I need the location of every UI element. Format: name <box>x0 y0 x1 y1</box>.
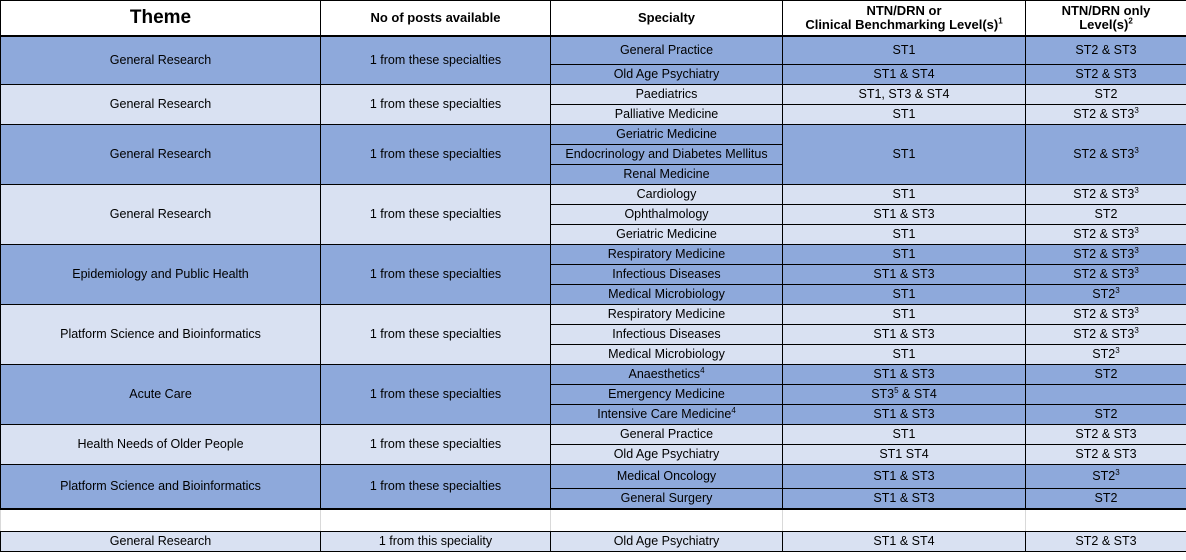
only-levels-cell <box>1026 464 1186 488</box>
only-levels-cell <box>1026 84 1186 104</box>
table-row <box>1 36 1186 64</box>
ntn-levels-cell <box>783 304 1026 324</box>
specialty-cell <box>551 404 783 424</box>
only-levels-cell <box>1026 444 1186 464</box>
specialty-cell <box>551 424 783 444</box>
theme-cell: Platform Science and Bioinformatics <box>1 304 321 364</box>
ntn-levels-cell-text: ST1 <box>892 187 916 201</box>
ntn-levels-cell: ST1 <box>783 124 1026 184</box>
table-row <box>1 84 1186 104</box>
specialty-cell-text: General Practice <box>619 43 714 58</box>
only-levels-cell-text: ST2 & ST3 <box>1073 327 1135 341</box>
only-levels-cell-text: ST2 <box>1092 287 1116 301</box>
header-only-line2: Level(s) <box>1079 17 1129 32</box>
ntn-levels-cell-text: ST1, ST3 & ST4 <box>858 87 950 101</box>
only-levels-cell-text: ST2 <box>1094 407 1118 421</box>
header-posts: No of posts available <box>321 1 551 37</box>
specialty-cell-text: Geriatric Medicine <box>616 227 717 241</box>
ntn-levels-cell <box>783 264 1026 284</box>
table-body <box>1 36 1186 551</box>
only-levels-cell-text: ST2 <box>1094 367 1118 381</box>
only-levels-text: ST2 & ST3 <box>1073 147 1135 161</box>
specialty-cell-text: Paediatrics <box>635 87 698 101</box>
ntn-levels-cell <box>783 384 1026 404</box>
header-ntn-line2: Clinical Benchmarking Level(s) <box>805 17 999 32</box>
ntn-levels-cell-text: ST1 & ST3 <box>873 267 935 281</box>
only-levels-cell <box>1026 364 1186 384</box>
header-ntn-footnote: 1 <box>998 16 1003 26</box>
only-levels-cell-text: ST2 & ST3 <box>1073 267 1135 281</box>
posts-cell: 1 from these specialties <box>321 424 551 464</box>
specialty-cell-text: Geriatric Medicine <box>616 127 717 141</box>
only-levels-cell <box>1026 324 1186 344</box>
header-specialty: Specialty <box>551 1 783 37</box>
ntn-levels-cell-text: ST1 <box>892 287 916 301</box>
ntn-levels-cell-footnote: 5 <box>894 385 899 395</box>
specialty-cell <box>551 124 783 144</box>
table-row <box>1 124 1186 144</box>
ntn-levels-cell-text: ST1 <box>892 227 916 241</box>
only-levels-cell-text: ST2 & ST3 <box>1073 107 1135 121</box>
theme-cell: Platform Science and Bioinformatics <box>1 464 321 509</box>
ntn-levels-cell-text: ST1 & ST3 <box>873 367 935 381</box>
ntn-levels-cell-text: ST1 <box>892 43 916 58</box>
ntn-levels-cell-text: ST1 <box>892 427 916 441</box>
specialty-cell <box>551 464 783 488</box>
ntn-levels-cell <box>783 424 1026 444</box>
only-levels-cell <box>1026 264 1186 284</box>
only-levels-cell-footnote: 3 <box>1134 105 1139 115</box>
specialty-cell-footnote: 4 <box>700 365 705 375</box>
only-levels-cell-text: ST2 & ST3 <box>1073 187 1135 201</box>
specialty-cell-text: General Practice <box>619 427 714 441</box>
only-levels-cell <box>1026 204 1186 224</box>
only-levels-cell <box>1026 404 1186 424</box>
ntn-levels-cell <box>783 464 1026 488</box>
only-levels-cell <box>1026 304 1186 324</box>
table-row <box>1 424 1186 444</box>
specialty-cell-text: Respiratory Medicine <box>607 307 726 321</box>
ntn-levels-cell <box>783 284 1026 304</box>
ntn-levels-cell-text: ST1 & ST3 <box>873 469 935 483</box>
specialty-cell <box>551 384 783 404</box>
only-levels-cell <box>1026 104 1186 124</box>
ntn-levels-cell-text: ST1 <box>892 107 916 121</box>
specialty-cell <box>551 264 783 284</box>
specialty-cell-text: Ophthalmology <box>624 207 709 221</box>
ntn-levels-cell <box>783 104 1026 124</box>
ntn-levels-cell <box>783 324 1026 344</box>
specialty-cell <box>551 344 783 364</box>
only-levels-cell <box>1026 36 1186 64</box>
only-levels-cell <box>1026 184 1186 204</box>
only-levels-cell-text: ST2 & ST3 <box>1073 227 1135 241</box>
specialty-cell-text: Infectious Diseases <box>612 267 721 281</box>
ntn-levels-cell <box>783 64 1026 84</box>
specialty-cell-footnote: 4 <box>731 405 736 415</box>
only-levels-cell-text: ST2 & ST3 <box>1075 427 1137 441</box>
ntn-levels-cell-text: ST1 <box>892 307 916 321</box>
posts-cell: 1 from this speciality <box>321 531 551 551</box>
only-levels-cell <box>1026 424 1186 444</box>
theme-cell: General Research <box>1 124 321 184</box>
only-levels-cell-footnote: 3 <box>1134 265 1139 275</box>
specialty-cell-text: Intensive Care Medicine <box>597 407 732 421</box>
ntn-levels-cell-text: ST1 <box>892 247 916 261</box>
ntn-levels-cell <box>783 204 1026 224</box>
specialty-cell-text: Respiratory Medicine <box>607 247 726 261</box>
only-levels-cell-text: ST2 <box>1094 491 1118 506</box>
spacer-cell <box>551 509 783 531</box>
specialty-cell <box>551 184 783 204</box>
only-levels-cell <box>1026 488 1186 509</box>
header-only-levels <box>1026 1 1186 37</box>
posts-cell: 1 from these specialties <box>321 124 551 184</box>
specialty-cell <box>551 444 783 464</box>
only-levels-cell <box>1026 244 1186 264</box>
spacer-cell <box>1 509 321 531</box>
specialty-cell <box>551 224 783 244</box>
theme-cell: Acute Care <box>1 364 321 424</box>
only-levels-cell <box>1026 284 1186 304</box>
posts-cell: 1 from these specialties <box>321 364 551 424</box>
specialty-cell <box>551 324 783 344</box>
ntn-levels-cell-text: ST3 <box>871 387 895 401</box>
only-levels-cell <box>1026 384 1186 404</box>
posts-cell: 1 from these specialties <box>321 304 551 364</box>
only-levels-cell-footnote: 3 <box>1115 345 1120 355</box>
table-row <box>1 364 1186 384</box>
only-levels-cell-text: ST2 <box>1094 207 1118 221</box>
only-levels-cell-footnote: 3 <box>1134 185 1139 195</box>
specialty-cell-text: Old Age Psychiatry <box>613 67 720 81</box>
theme-cell: General Research <box>1 184 321 244</box>
posts-cell: 1 from these specialties <box>321 184 551 244</box>
header-ntn-line1: NTN/DRN or <box>866 3 942 18</box>
theme-cell: General Research <box>1 36 321 84</box>
only-levels-footnote: 3 <box>1134 145 1139 155</box>
theme-cell: General Research <box>1 531 321 551</box>
ntn-levels-cell-suffix: & ST4 <box>898 387 937 401</box>
table-row <box>1 531 1186 551</box>
only-levels-cell-footnote: 3 <box>1115 285 1120 295</box>
posts-cell: 1 from these specialties <box>321 84 551 124</box>
specialty-cell <box>551 364 783 384</box>
specialty-cell-text: Medical Oncology <box>616 469 717 483</box>
specialty-cell <box>551 36 783 64</box>
specialty-cell-text: Infectious Diseases <box>612 327 721 341</box>
specialty-cell-text: Renal Medicine <box>623 167 710 181</box>
specialty-cell: Old Age Psychiatry <box>551 531 783 551</box>
ntn-levels-cell-text: ST1 & ST4 <box>873 67 935 81</box>
only-levels-cell <box>1026 124 1186 184</box>
specialty-cell <box>551 284 783 304</box>
ntn-levels-cell-text: ST1 ST4 <box>879 447 929 461</box>
specialty-cell-text: Old Age Psychiatry <box>613 447 720 461</box>
only-levels-cell-text: ST2 <box>1092 347 1116 361</box>
ntn-levels-cell <box>783 224 1026 244</box>
specialty-cell-text: Medical Microbiology <box>608 347 725 361</box>
header-only-footnote: 2 <box>1128 16 1133 26</box>
table-row <box>1 464 1186 488</box>
theme-cell: Epidemiology and Public Health <box>1 244 321 304</box>
ntn-levels-cell <box>783 364 1026 384</box>
header-theme: Theme <box>1 1 321 37</box>
only-levels-cell-footnote: 3 <box>1115 467 1120 477</box>
ntn-levels-cell-text: ST1 & ST3 <box>873 491 935 506</box>
specialty-cell-text: General Surgery <box>620 491 713 506</box>
specialty-cell-text: Cardiology <box>636 187 697 201</box>
ntn-levels-cell-text: ST1 & ST3 <box>873 207 935 221</box>
ntn-levels-cell <box>783 184 1026 204</box>
specialty-cell-text: Medical Microbiology <box>608 287 725 301</box>
theme-cell: General Research <box>1 84 321 124</box>
only-levels-cell-text: ST2 & ST3 <box>1073 307 1135 321</box>
ntn-levels-cell <box>783 488 1026 509</box>
ntn-levels-cell <box>783 36 1026 64</box>
only-levels-cell-footnote: 3 <box>1134 305 1139 315</box>
table-row <box>1 184 1186 204</box>
only-levels-cell <box>1026 224 1186 244</box>
specialty-cell <box>551 164 783 184</box>
theme-cell: Health Needs of Older People <box>1 424 321 464</box>
specialty-cell <box>551 84 783 104</box>
only-levels-cell: ST2 & ST3 <box>1026 531 1186 551</box>
specialty-cell <box>551 144 783 164</box>
specialty-cell <box>551 244 783 264</box>
specialty-cell-text: Anaesthetics <box>628 367 701 381</box>
specialty-cell <box>551 488 783 509</box>
spacer-cell <box>321 509 551 531</box>
ntn-levels-cell-text: ST1 <box>892 347 916 361</box>
only-levels-cell <box>1026 64 1186 84</box>
only-levels-cell-footnote: 3 <box>1134 325 1139 335</box>
specialty-cell <box>551 204 783 224</box>
specialty-cell <box>551 104 783 124</box>
specialty-cell-text: Endocrinology and Diabetes Mellitus <box>565 147 768 161</box>
only-levels-cell-text: ST2 & ST3 <box>1075 447 1137 461</box>
spacer-row <box>1 509 1186 531</box>
table-row <box>1 304 1186 324</box>
only-levels-cell-footnote: 3 <box>1134 245 1139 255</box>
only-levels-cell-text: ST2 & ST3 <box>1075 43 1137 58</box>
only-levels-cell-text: ST2 & ST3 <box>1073 247 1135 261</box>
ntn-levels-cell <box>783 344 1026 364</box>
header-row <box>1 1 1186 37</box>
specialty-cell <box>551 304 783 324</box>
posts-cell: 1 from these specialties <box>321 36 551 84</box>
ntn-levels-cell <box>783 244 1026 264</box>
spacer-cell <box>783 509 1026 531</box>
only-levels-cell-text: ST2 <box>1094 87 1118 101</box>
table-row <box>1 244 1186 264</box>
ntn-levels-cell <box>783 84 1026 104</box>
ntn-levels-cell: ST1 & ST4 <box>783 531 1026 551</box>
spacer-cell <box>1026 509 1186 531</box>
posts-cell: 1 from these specialties <box>321 464 551 509</box>
only-levels-cell-text: ST2 <box>1092 469 1116 483</box>
only-levels-cell-text: ST2 & ST3 <box>1075 67 1137 81</box>
specialty-cell-text: Emergency Medicine <box>608 387 725 401</box>
only-levels-cell <box>1026 344 1186 364</box>
ntn-levels-cell <box>783 444 1026 464</box>
header-ntn-levels <box>783 1 1026 37</box>
ntn-levels-cell-text: ST1 & ST3 <box>873 327 935 341</box>
posts-cell: 1 from these specialties <box>321 244 551 304</box>
header-only-line1: NTN/DRN only <box>1061 3 1151 18</box>
ntn-levels-cell <box>783 404 1026 424</box>
specialty-cell <box>551 64 783 84</box>
only-levels-cell-footnote: 3 <box>1134 225 1139 235</box>
ntn-levels-cell-text: ST1 & ST3 <box>873 407 935 421</box>
specialty-cell-text: Palliative Medicine <box>614 107 719 121</box>
